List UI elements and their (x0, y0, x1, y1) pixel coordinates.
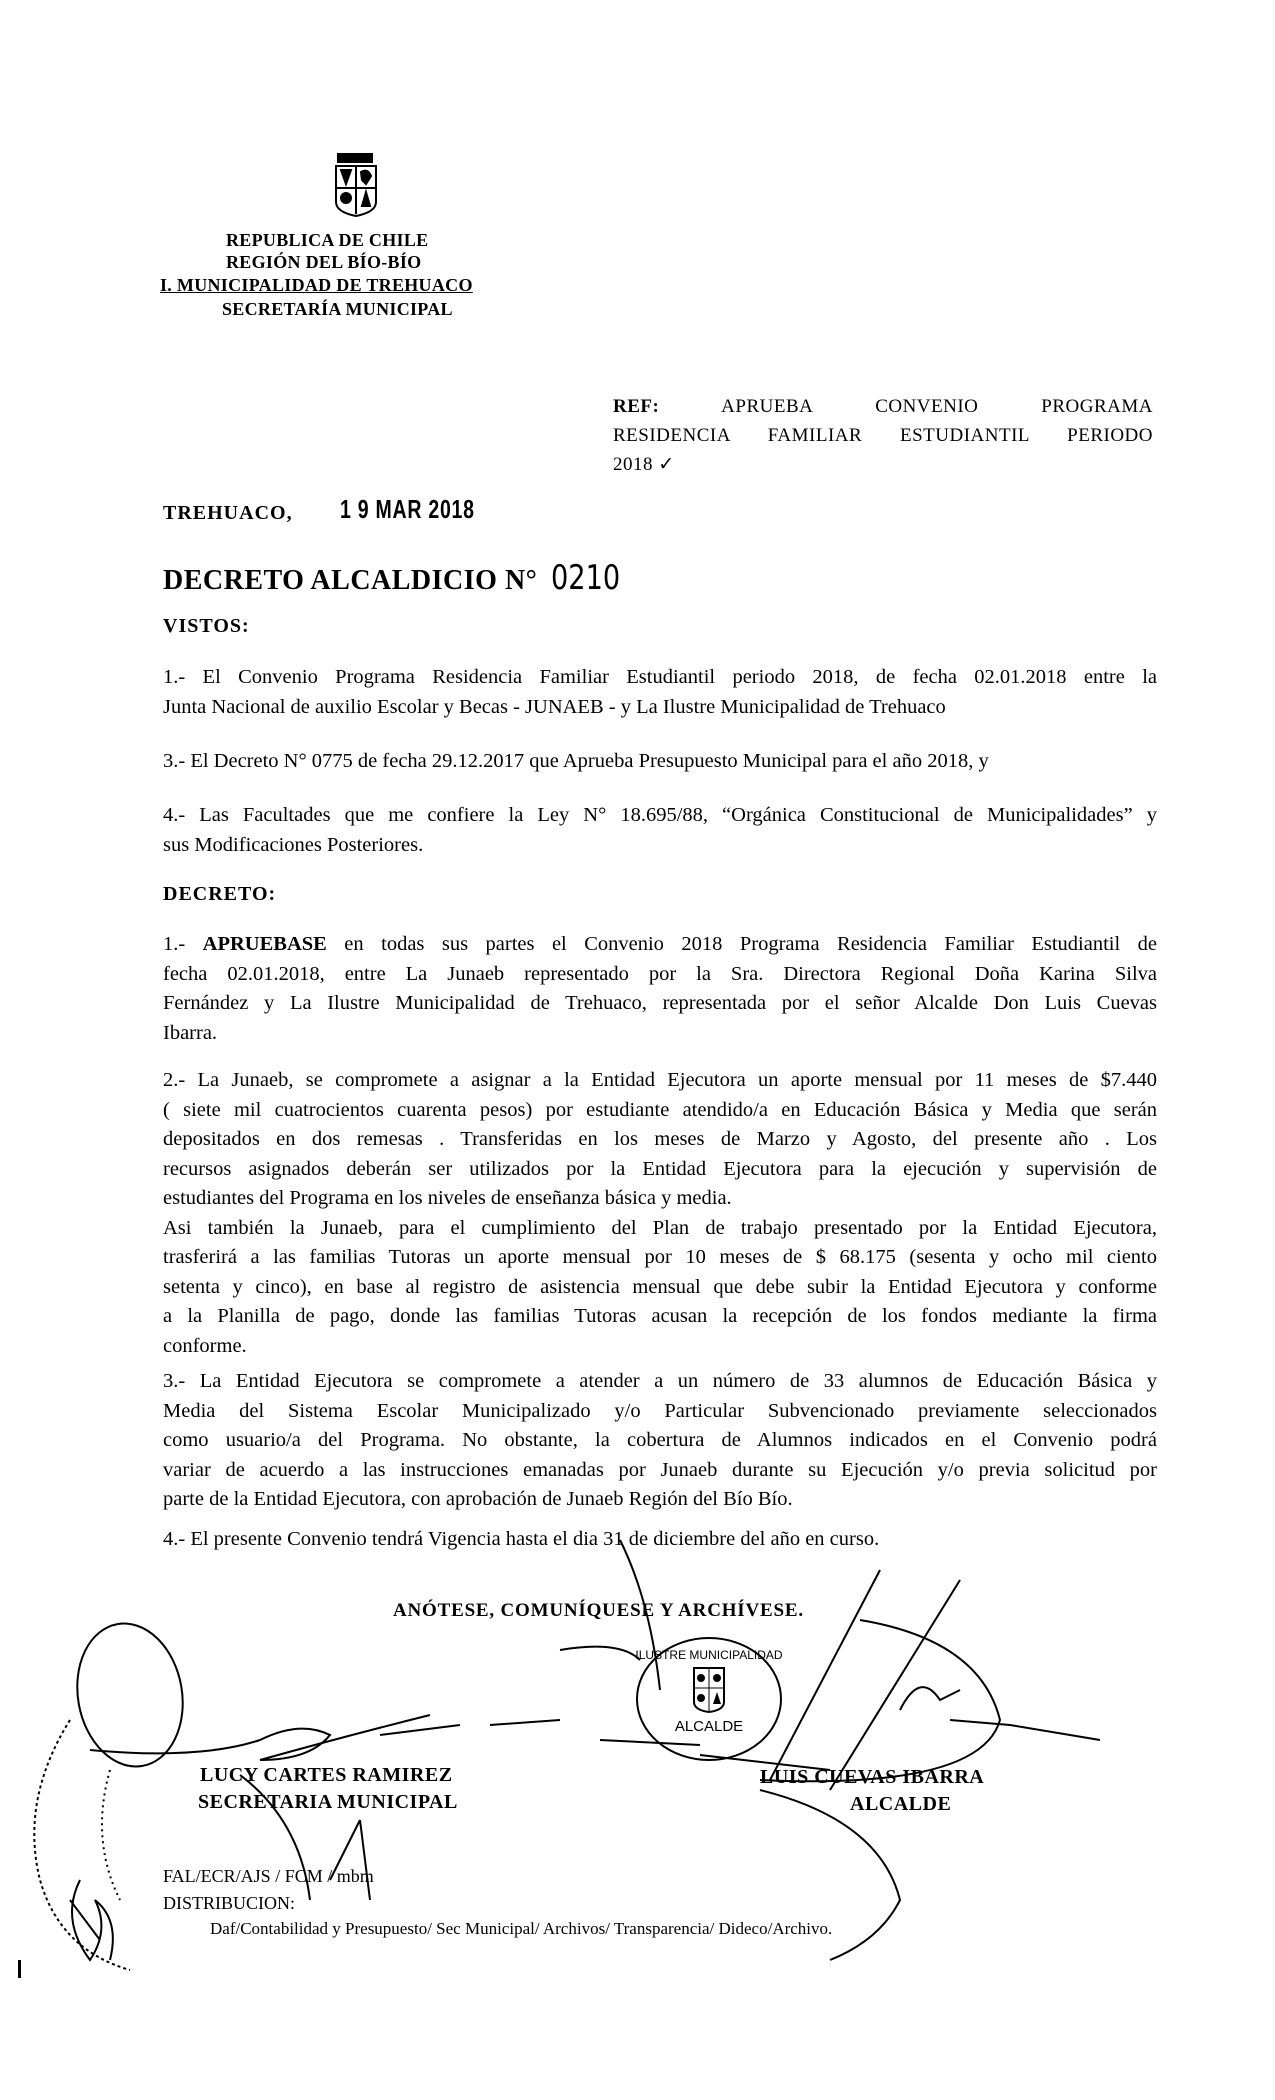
text-line: 4.- El presente Convenio tendrá Vigencia hasta el dia 31 de diciembre del año en curso. (163, 1528, 880, 1550)
text-line: 4.- Las Facultades que me confiere la Ley N° 18.695/88, “Orgánica Constitucional de Municipalidades” y (163, 804, 1157, 826)
decreto-item-2 (163, 1066, 1157, 1361)
vistos-heading: VISTOS: (163, 615, 250, 637)
right-signer-name: LUIS CUEVAS IBARRA (760, 1766, 985, 1788)
closing-text: ANÓTESE, COMUNÍQUESE Y ARCHÍVESE. (393, 1600, 804, 1621)
ref-block (613, 392, 1153, 479)
decree-title-row (163, 558, 638, 598)
decreto-item-1 (163, 930, 1157, 1048)
text-line: sus Modificaciones Posteriores. (163, 833, 424, 856)
header-region: REGIÓN DEL BÍO-BÍO (226, 252, 422, 272)
vistos-item-4 (163, 801, 1157, 860)
margin-mark (18, 1960, 21, 1978)
distribution-label: DISTRIBUCION: (163, 1893, 296, 1913)
header-secretaria: SECRETARÍA MUNICIPAL (222, 299, 453, 319)
text-line: 3.- El Decreto N° 0775 de fecha 29.12.2017 que Aprueba Presupuesto Municipal para el año 2018, y (163, 750, 989, 772)
stamp-bottom-text: ALCALDE (674, 1718, 744, 1735)
ref-label: REF: (613, 396, 660, 417)
header-republic: REPUBLICA DE CHILE (226, 230, 429, 250)
aprobase-bold: APRUEBASE (202, 933, 327, 955)
decreto-item-4 (163, 1525, 1157, 1555)
text-line: parte de la Entidad Ejecutora, con aprobación de Junaeb Región del Bío Bío. (163, 1488, 793, 1510)
decreto-item-3 (163, 1367, 1157, 1515)
decreto-heading: DECRETO: (163, 883, 277, 905)
text-line: variar de acuerdo a las instrucciones emanadas por Junaeb durante su Ejecución y/o previa solicitud por (163, 1458, 1157, 1481)
text-line: Ibarra. (163, 1021, 218, 1044)
text-line: Junta Nacional de auxilio Escolar y Becas - JUNAEB - y La Ilustre Municipalidad de Trehuaco (163, 695, 946, 718)
date-stamp: 1 9 MAR 2018 (340, 494, 475, 524)
text-line: Fernández y La Ilustre Municipalidad de Trehuaco, representada por el señor Alcalde Don Luis Cuevas (163, 992, 1157, 1014)
text-line: 3.- La Entidad Ejecutora se compromete a atender a un número de 33 alumnos de Educación Básica y (163, 1370, 1157, 1392)
text-line: trasferirá a las familias Tutoras un aporte mensual por 10 meses de $ 68.175 (sesenta y ocho mil ciento (163, 1246, 1157, 1268)
right-signer-title: ALCALDE (850, 1793, 952, 1815)
text-line: conforme. (163, 1334, 247, 1357)
text-prefix: 1.- (163, 933, 203, 955)
decree-number-handwritten: 0210 (551, 558, 621, 598)
text-line: como usuario/a del Programa. No obstante, la cobertura de Alumnos indicados en el Convenio podrá (163, 1429, 1157, 1451)
text-line: depositados en dos remesas . Transferidas en los meses de Marzo y Agosto, del presente año . Los (163, 1128, 1157, 1150)
text-line: en todas sus partes el Convenio 2018 Programa Residencia Familiar Estudiantil de (326, 933, 1157, 955)
text-line: estudiantes del Programa en los niveles de enseñanza básica y media. (163, 1187, 732, 1209)
text-line: ( siete mil cuatrocientos cuarenta pesos) por estudiante atendido/a en Educación Básica y Media que serán (163, 1098, 1157, 1121)
text-line: a la Planilla de pago, donde las familias Tutoras acusan la recepción de los fondos mediante la firma (163, 1305, 1157, 1327)
text-line: Media del Sistema Escolar Municipalizado y/o Particular Subvencionado previamente seleccionados (163, 1399, 1157, 1422)
text-line: 2.- La Junaeb, se compromete a asignar a la Entidad Ejecutora un aporte mensual por 11 meses de $7.440 (163, 1069, 1157, 1091)
text-line: fecha 02.01.2018, entre La Junaeb representado por la Sra. Directora Regional Doña Karina Silva (163, 962, 1157, 985)
ref-line: 2018 ✓ (613, 454, 675, 475)
text-line: Asi también la Junaeb, para el cumplimiento del Plan de trabajo presentado por la Entidad Ejecutora, (163, 1216, 1157, 1239)
initials: FAL/ECR/AJS / FCM / mbm (163, 1866, 374, 1886)
text-line: recursos asignados deberán ser utilizados por la Entidad Ejecutora para la ejecución y supervisión de (163, 1157, 1157, 1180)
left-signer-name: LUCY CARTES RAMIREZ (200, 1764, 453, 1786)
vistos-item-3 (163, 747, 1157, 777)
ref-line: APRUEBA CONVENIO PROGRAMA (721, 396, 1153, 417)
stamp-top-text: ILUSTRE MUNICIPALIDAD (635, 1648, 783, 1662)
text-line: 1.- El Convenio Programa Residencia Familiar Estudiantil periodo 2018, de fecha 02.01.2018 entre la (163, 666, 1157, 688)
header-municipality: I. MUNICIPALIDAD DE TREHUACO (160, 275, 473, 295)
vistos-item-1 (163, 663, 1157, 722)
place-label: TREHUACO, (163, 502, 293, 524)
left-signer-title: SECRETARIA MUNICIPAL (198, 1791, 458, 1813)
ref-line: RESIDENCIA FAMILIAR ESTUDIANTIL PERIODO (613, 425, 1153, 446)
mayor-stamp (634, 1636, 784, 1762)
text-line: setenta y cinco), en base al registro de asistencia mensual que debe subir la Entidad Ejecutora y conforme (163, 1275, 1157, 1298)
decree-title: DECRETO ALCALDICIO N° (163, 565, 538, 596)
distribution-list: Daf/Contabilidad y Presupuesto/ Sec Municipal/ Archivos/ Transparencia/ Dideco/Archivo. (210, 1919, 833, 1938)
